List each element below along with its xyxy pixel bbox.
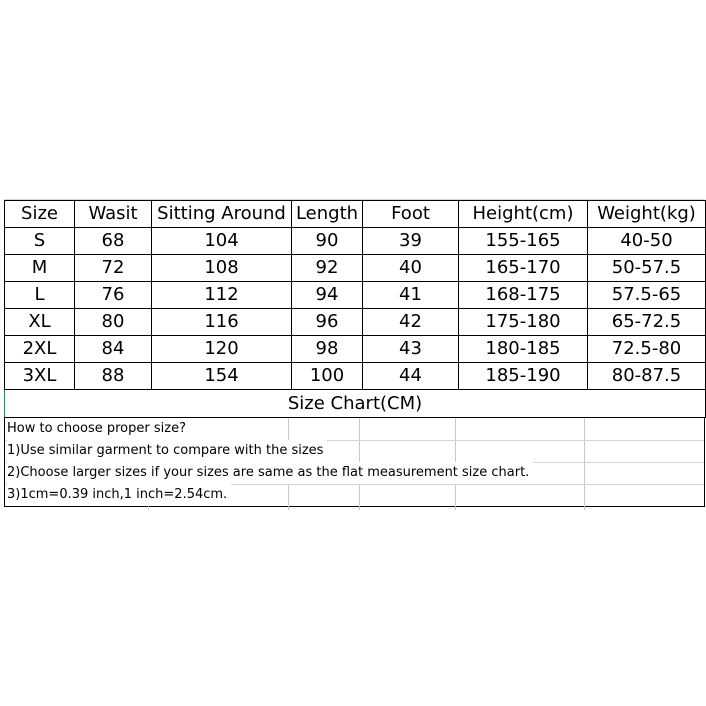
cell-weight: 80-87.5 (588, 363, 706, 390)
header-size: Size (5, 201, 75, 228)
header-length: Length (292, 201, 363, 228)
cell-sitting-around: 108 (152, 255, 292, 282)
table-row (5, 363, 706, 390)
cell-foot: 44 (363, 363, 459, 390)
cell-weight: 57.5-65 (588, 282, 706, 309)
header-height: Height(cm) (459, 201, 588, 228)
cell-length: 90 (292, 228, 363, 255)
note-line: 1)Use similar garment to compare with the sizes (7, 440, 327, 462)
table-row (5, 336, 706, 363)
cell-sitting-around: 120 (152, 336, 292, 363)
cell-height: 180-185 (459, 336, 588, 363)
cell-foot: 40 (363, 255, 459, 282)
cell-size: M (5, 255, 75, 282)
cell-weight: 40-50 (588, 228, 706, 255)
cell-sitting-around: 104 (152, 228, 292, 255)
header-foot: Foot (363, 201, 459, 228)
size-chart-table (4, 200, 706, 418)
caption-row (5, 390, 706, 418)
cell-size: S (5, 228, 75, 255)
header-sitting-around: Sitting Around (152, 201, 292, 228)
table-row (5, 255, 706, 282)
size-chart-caption: Size Chart(CM) (5, 390, 706, 418)
cell-waist: 88 (75, 363, 152, 390)
cell-length: 96 (292, 309, 363, 336)
cell-foot: 43 (363, 336, 459, 363)
cell-size: 3XL (5, 363, 75, 390)
header-waist: Wasit (75, 201, 152, 228)
cell-length: 100 (292, 363, 363, 390)
table-row (5, 309, 706, 336)
cell-weight: 72.5-80 (588, 336, 706, 363)
header-weight: Weight(kg) (588, 201, 706, 228)
table-row (5, 282, 706, 309)
cell-foot: 41 (363, 282, 459, 309)
cell-weight: 50-57.5 (588, 255, 706, 282)
faint-column-line (584, 418, 585, 510)
size-chart-sheet (4, 200, 705, 507)
cell-waist: 84 (75, 336, 152, 363)
cell-length: 98 (292, 336, 363, 363)
cell-height: 155-165 (459, 228, 588, 255)
cell-sitting-around: 154 (152, 363, 292, 390)
cell-size: L (5, 282, 75, 309)
cell-height: 165-170 (459, 255, 588, 282)
table-header-row (5, 201, 706, 228)
cell-waist: 68 (75, 228, 152, 255)
note-line: 2)Choose larger sizes if your sizes are same as the flat measurement size chart. (7, 462, 533, 484)
cell-foot: 42 (363, 309, 459, 336)
cell-height: 168-175 (459, 282, 588, 309)
cell-weight: 65-72.5 (588, 309, 706, 336)
cell-height: 185-190 (459, 363, 588, 390)
cell-waist: 80 (75, 309, 152, 336)
size-notes (4, 418, 705, 507)
cell-length: 92 (292, 255, 363, 282)
cell-length: 94 (292, 282, 363, 309)
cell-waist: 72 (75, 255, 152, 282)
note-line: How to choose proper size? (7, 418, 190, 440)
cell-sitting-around: 116 (152, 309, 292, 336)
cell-size: XL (5, 309, 75, 336)
cell-waist: 76 (75, 282, 152, 309)
cell-size: 2XL (5, 336, 75, 363)
cell-sitting-around: 112 (152, 282, 292, 309)
cell-foot: 39 (363, 228, 459, 255)
cell-height: 175-180 (459, 309, 588, 336)
table-row (5, 228, 706, 255)
note-line: 3)1cm=0.39 inch,1 inch=2.54cm. (7, 484, 231, 506)
